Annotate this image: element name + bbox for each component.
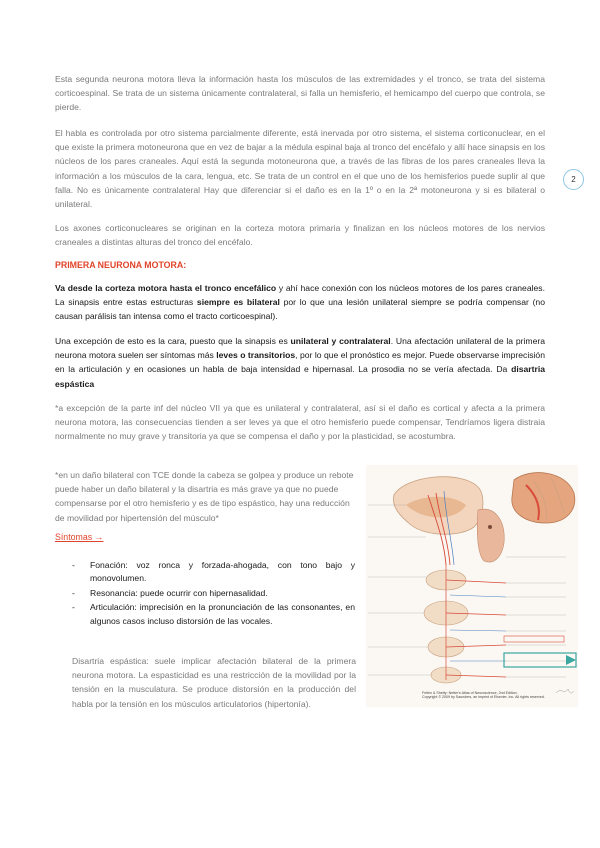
figure-caption: Felten & Shetty: Netter's Atlas of Neuroscience, 2nd Edition. Copyright © 2009 by Saunders, an imprint of Elsevier, Inc. All rights reserved. — [422, 691, 545, 700]
bold-phrase: leves o transitorios — [216, 350, 296, 361]
paragraph-axones: Los axones corticonucleares se originan en la corteza motora primaria y finalizan en los núcleos motores de los nervios craneales a distintas alturas del tronco del encéfalo. — [55, 223, 545, 248]
corticobulbar-diagram — [366, 465, 578, 707]
neuroanatomy-figure — [366, 465, 578, 707]
paragraph-corticonuclear: El habla es controlada por otro sistema parcialmente diferente, está inervada por otro sistema, el sistema corticonuclear, en el que existe la primera motoneurona que en vez de bajar a la médula espinal baja al tronco del encéfalo y allí hace sinapsis en los núcleos de los pares craneales. Aquí está la segunda motoneurona que, a través de las fibras de los pares craneales lleva la información a los músculos de la cara, lengua, etc. Se trata de un control en el que uno de los hemisferios puede suplir al que falla. No es únicamente contralateral Hay que diferenciar si el daño es en la 1º o en la 2ª motoneurona y si es bilateral o unilateral. — [55, 128, 545, 210]
bold-phrase: unilateral y contralateral — [290, 336, 391, 346]
paragraph-primera-neurona: Va desde la corteza motora hasta el tronco encefálico y ahí hace conexión con los núcleos motores de los pares craneales. La sinapsis entre estas estructuras siempre es bilateral por lo que una lesión unilateral siempre se podría compensar (no causan parálisis tan intensa como el tracto corticoespinal). — [55, 283, 545, 322]
list-item: - Resonancia: puede ocurrir con hipernasalidad. — [72, 587, 268, 598]
bold-phrase: disartria espástica — [55, 364, 545, 389]
sintomas-link[interactable]: Síntomas → — [55, 532, 104, 542]
paragraph-corticoespinal: Esta segunda neurona motora lleva la información hasta los músculos de las extremidades y el tronco, se trata del sistema corticoespinal. Se trata de un sistema únicamente contralateral, si falla un hemisferio, el hemicampo del cuerpo que controla, se pierde. — [55, 74, 545, 113]
bold-phrase: siempre es bilateral — [196, 297, 280, 308]
bold-phrase: Va desde la corteza motora hasta el tronco encefálico — [55, 283, 277, 293]
list-item: - Fonación: voz ronca y forzada-ahogada, con tono bajo y monovolumen. — [72, 560, 355, 584]
list-item: - Articulación: imprecisión en la pronunciación de las consonantes, en algunos casos incluso distorsión de las vocales. — [72, 602, 355, 626]
paragraph-excepcion-cara: Una excepción de esto es la cara, puesto que la sinapsis es unilateral y contralateral. Una afectación unilateral de la primera neurona motora suelen ser síntomas más leves o transitorios, por lo que el pronóstico es mejor. Puede observarse imprecisión en la articulación y en ocasiones un habla de baja intensidad e hipernasal. La prosodia no se vería afectada. Da disartria espástica — [55, 336, 545, 389]
paragraph-disartria-espastica: Disartria espástica: suele implicar afectación bilateral de la primera neurona motora. La espasticidad es una restricción de la movilidad por la tensión en la musculatura. Se produce distorsión en la producción del habla por la tensión en los músculos articulatorios (hipertonía). — [72, 656, 356, 709]
symptom-list — [72, 559, 355, 629]
section-heading: PRIMERA NEURONA MOTORA: — [55, 260, 187, 270]
note-dano-bilateral: *en un daño bilateral con TCE donde la cabeza se golpea y produce un rebote puede haber un daño bilateral y la disartria es más grave ya que no puede compensarse por el otro hemisferio y es de tipo espástico, hay una reducción de movilidad por hipertensión del músculo* — [55, 470, 354, 523]
page-number-badge: 2 — [563, 169, 584, 190]
note-nucleo-vii: *a excepción de la parte inf del núcleo VII ya que es unilateral y contralateral, así si el daño es cortical y afecta a la primera neurona motora, las consecuencias tienden a ser leves ya que el otro hemisferio puede compensar, Tendríamos ligera distraia normalmente no muy grave y transitoria ya que se compensa el daño y por la plasticidad, se acostumbra. — [55, 403, 545, 442]
